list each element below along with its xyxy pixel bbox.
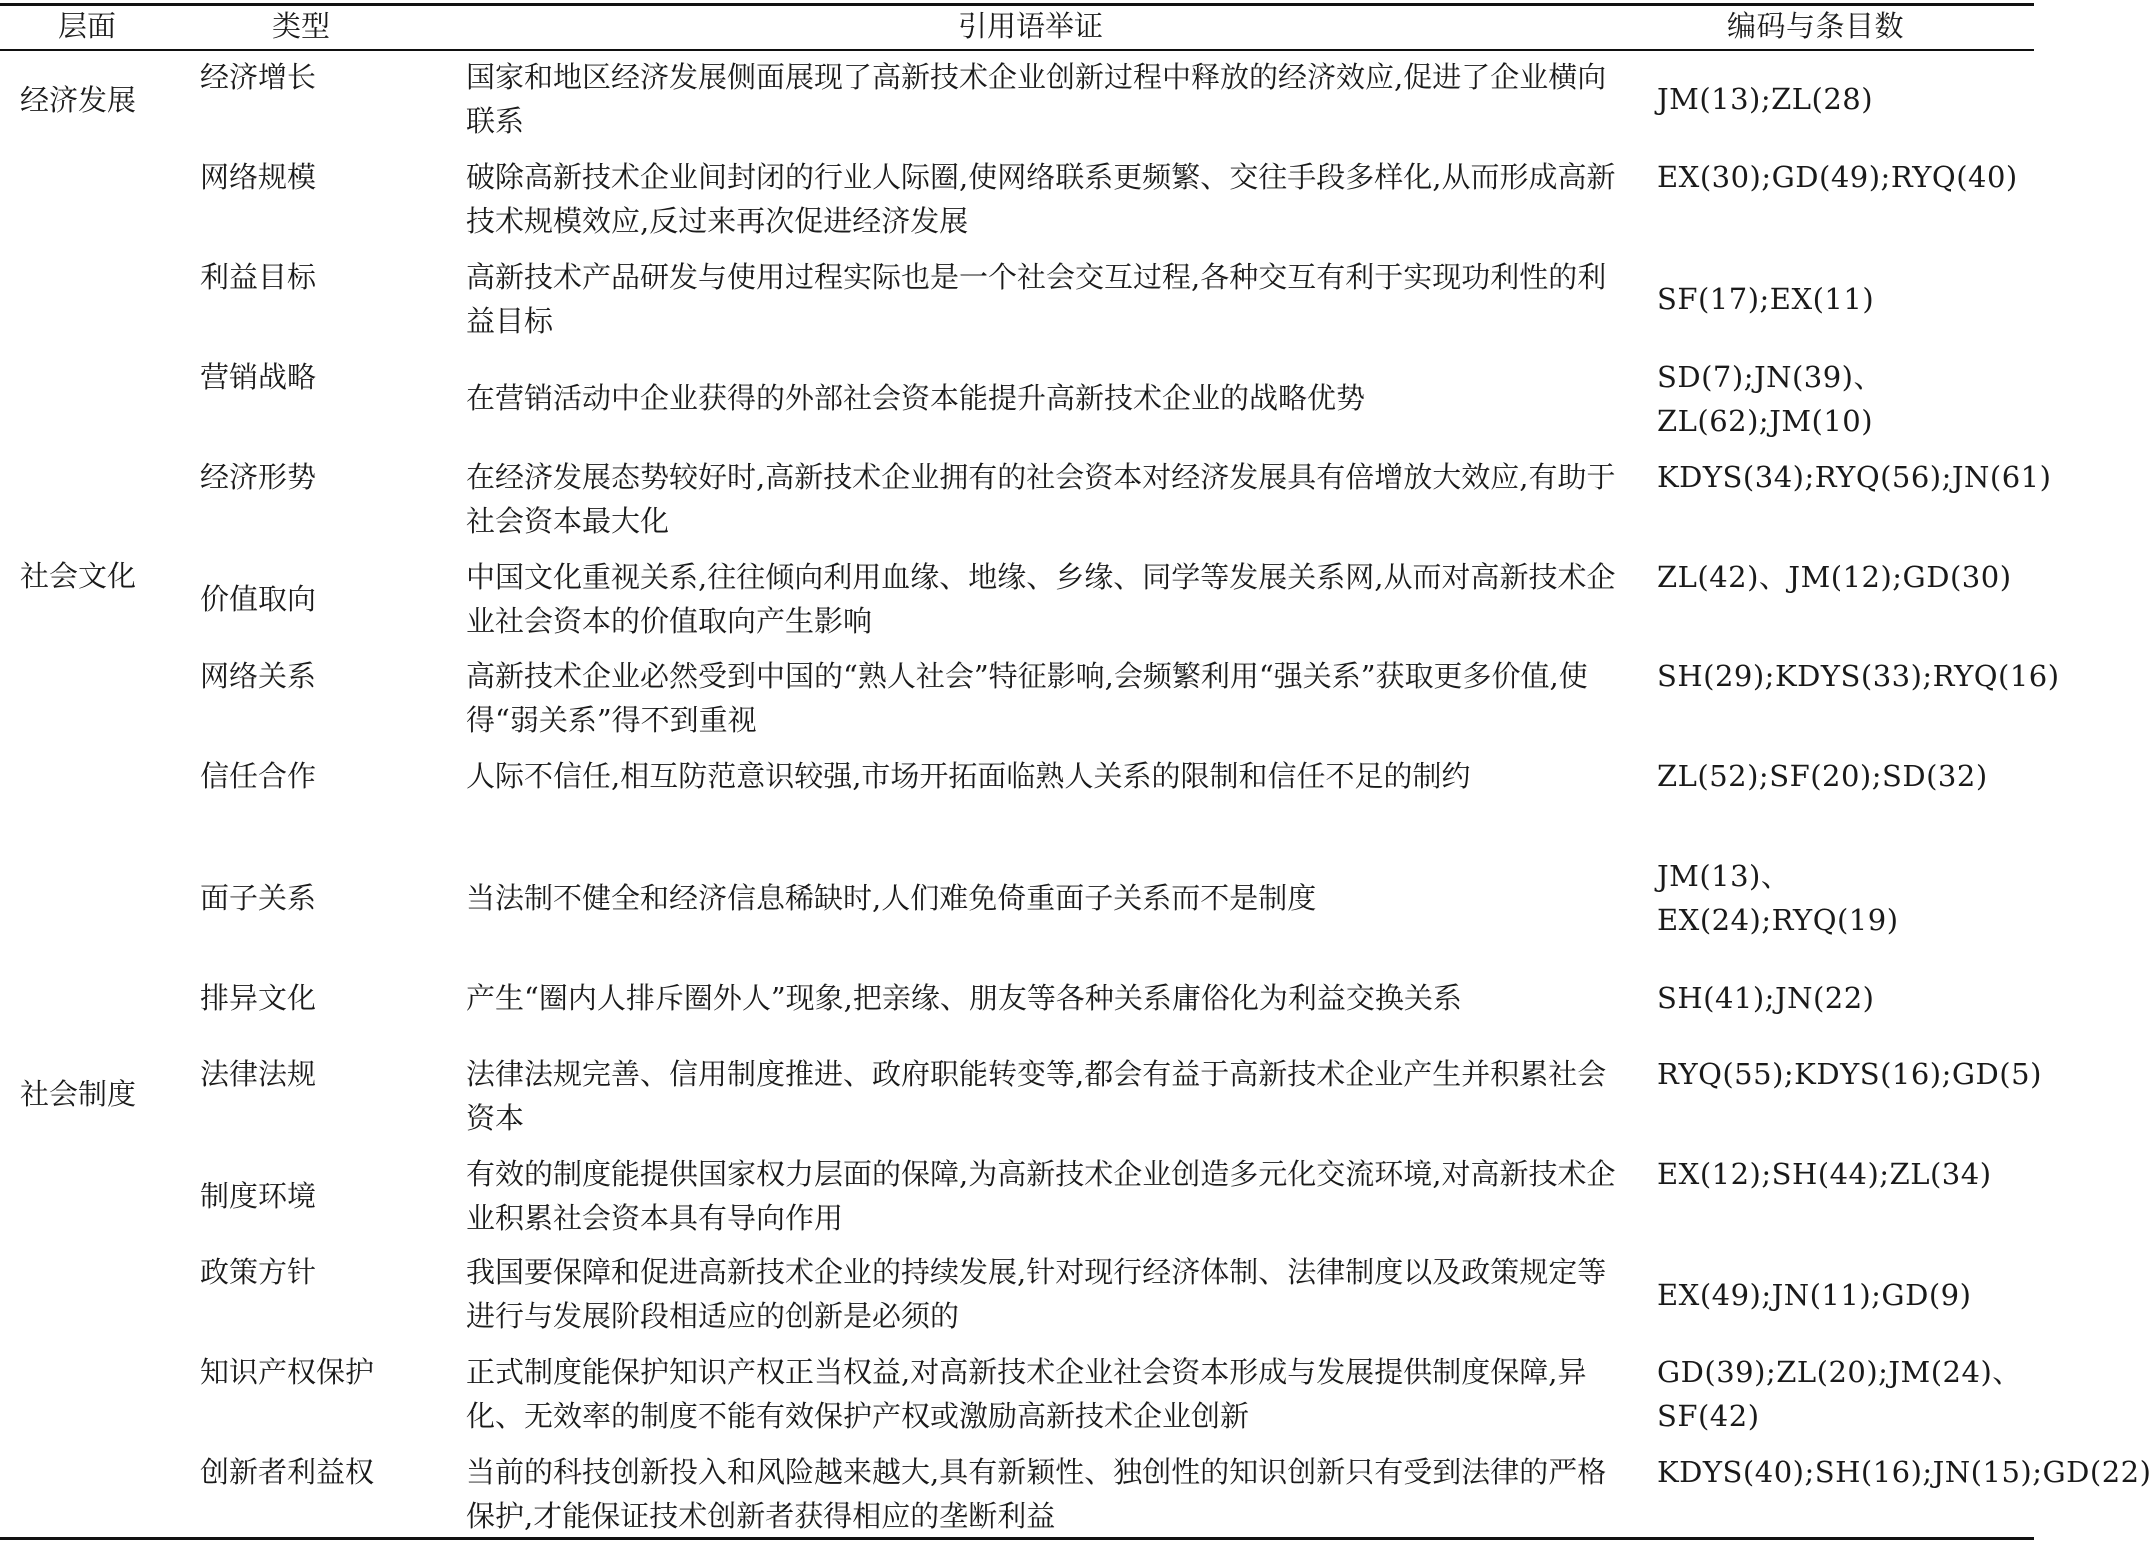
row-code: SF(17);EX(11) — [1657, 282, 1875, 316]
row-type: 法律法规 — [200, 1057, 317, 1091]
row-quote: 当法制不健全和经济信息稀缺时,人们难免倚重面子关系而不是制度 — [466, 881, 1317, 915]
row-type: 网络规模 — [200, 160, 317, 194]
row-code: EX(30);GD(49);RYQ(40) — [1657, 160, 2018, 194]
row-code: ZL(42)、JM(12);GD(30) — [1657, 560, 2012, 594]
row-quote: 高新技术企业必然受到中国的“熟人社会”特征影响,会频繁利用“强关系”获取更多价值,使得“弱关系”得不到重视 — [466, 659, 1588, 737]
row-type: 面子关系 — [200, 881, 317, 915]
header-code: 编码与条目数 — [1727, 9, 1905, 43]
row-type: 政策方针 — [200, 1255, 317, 1289]
row-type: 经济增长 — [200, 60, 317, 94]
row-code: KDYS(40);SH(16);JN(15);GD(22) — [1657, 1455, 2151, 1489]
level-economic: 经济发展 — [20, 83, 137, 117]
row-code: JM(13)、EX(24);RYQ(19) — [1657, 859, 1899, 937]
row-code: SH(29);KDYS(33);RYQ(16) — [1657, 659, 2060, 693]
row-quote: 破除高新技术企业间封闭的行业人际圈,使网络联系更频繁、交往手段多样化,从而形成高新技术规模效应,反过来再次促进经济发展 — [466, 160, 1616, 238]
level-social-culture: 社会文化 — [20, 559, 137, 593]
row-type: 价值取向 — [200, 582, 317, 616]
row-type: 信任合作 — [200, 759, 317, 793]
row-code: GD(39);ZL(20);JM(24)、SF(42) — [1657, 1355, 2022, 1433]
row-quote: 正式制度能保护知识产权正当权益,对高新技术企业社会资本形成与发展提供制度保障,异化、无效率的制度不能有效保护产权或激励高新技术企业创新 — [466, 1355, 1587, 1433]
header-type: 类型 — [272, 9, 331, 43]
row-quote: 在营销活动中企业获得的外部社会资本能提升高新技术企业的战略优势 — [466, 381, 1366, 415]
row-quote: 我国要保障和促进高新技术企业的持续发展,针对现行经济体制、法律制度以及政策规定等进行与发展阶段相适应的创新是必须的 — [466, 1255, 1607, 1333]
row-code: EX(49);JN(11);GD(9) — [1657, 1278, 1972, 1312]
row-quote: 高新技术产品研发与使用过程实际也是一个社会交互过程,各种交互有利于实现功利性的利益目标 — [466, 260, 1607, 338]
row-code: SD(7);JN(39)、ZL(62);JM(10) — [1657, 360, 1883, 438]
row-quote: 中国文化重视关系,往往倾向利用血缘、地缘、乡缘、同学等发展关系网,从而对高新技术企业社会资本的价值取向产生影响 — [466, 560, 1616, 638]
row-quote: 国家和地区经济发展侧面展现了高新技术企业创新过程中释放的经济效应,促进了企业横向联系 — [466, 60, 1607, 138]
header-level: 层面 — [58, 9, 117, 43]
row-quote: 产生“圈内人排斥圈外人”现象,把亲缘、朋友等各种关系庸俗化为利益交换关系 — [466, 981, 1462, 1015]
header-quote: 引用语举证 — [958, 9, 1104, 43]
row-type: 制度环境 — [200, 1179, 317, 1213]
row-code: ZL(52);SF(20);SD(32) — [1657, 759, 1988, 793]
row-code: KDYS(34);RYQ(56);JN(61) — [1657, 460, 2052, 494]
row-type: 营销战略 — [200, 360, 317, 394]
row-quote: 法律法规完善、信用制度推进、政府职能转变等,都会有益于高新技术企业产生并积累社会资本 — [466, 1057, 1607, 1135]
row-type: 网络关系 — [200, 659, 317, 693]
row-type: 创新者利益权 — [200, 1455, 375, 1489]
table-header-rule — [0, 49, 2034, 51]
row-type: 经济形势 — [200, 460, 317, 494]
row-type: 利益目标 — [200, 260, 317, 294]
row-code: JM(13);ZL(28) — [1657, 82, 1874, 116]
row-type: 排异文化 — [200, 981, 317, 1015]
row-code: SH(41);JN(22) — [1657, 981, 1875, 1015]
row-code: RYQ(55);KDYS(16);GD(5) — [1657, 1057, 2042, 1091]
row-code: EX(12);SH(44);ZL(34) — [1657, 1157, 1992, 1191]
row-quote: 当前的科技创新投入和风险越来越大,具有新颖性、独创性的知识创新只有受到法律的严格保护,才能保证技术创新者获得相应的垄断利益 — [466, 1455, 1607, 1533]
row-quote: 人际不信任,相互防范意识较强,市场开拓面临熟人关系的限制和信任不足的制约 — [466, 759, 1471, 793]
row-type: 知识产权保护 — [200, 1355, 375, 1389]
row-quote: 在经济发展态势较好时,高新技术企业拥有的社会资本对经济发展具有倍增放大效应,有助于社会资本最大化 — [466, 460, 1616, 538]
level-social-system: 社会制度 — [20, 1077, 137, 1111]
row-quote: 有效的制度能提供国家权力层面的保障,为高新技术企业创造多元化交流环境,对高新技术企业积累社会资本具有导向作用 — [466, 1157, 1616, 1235]
